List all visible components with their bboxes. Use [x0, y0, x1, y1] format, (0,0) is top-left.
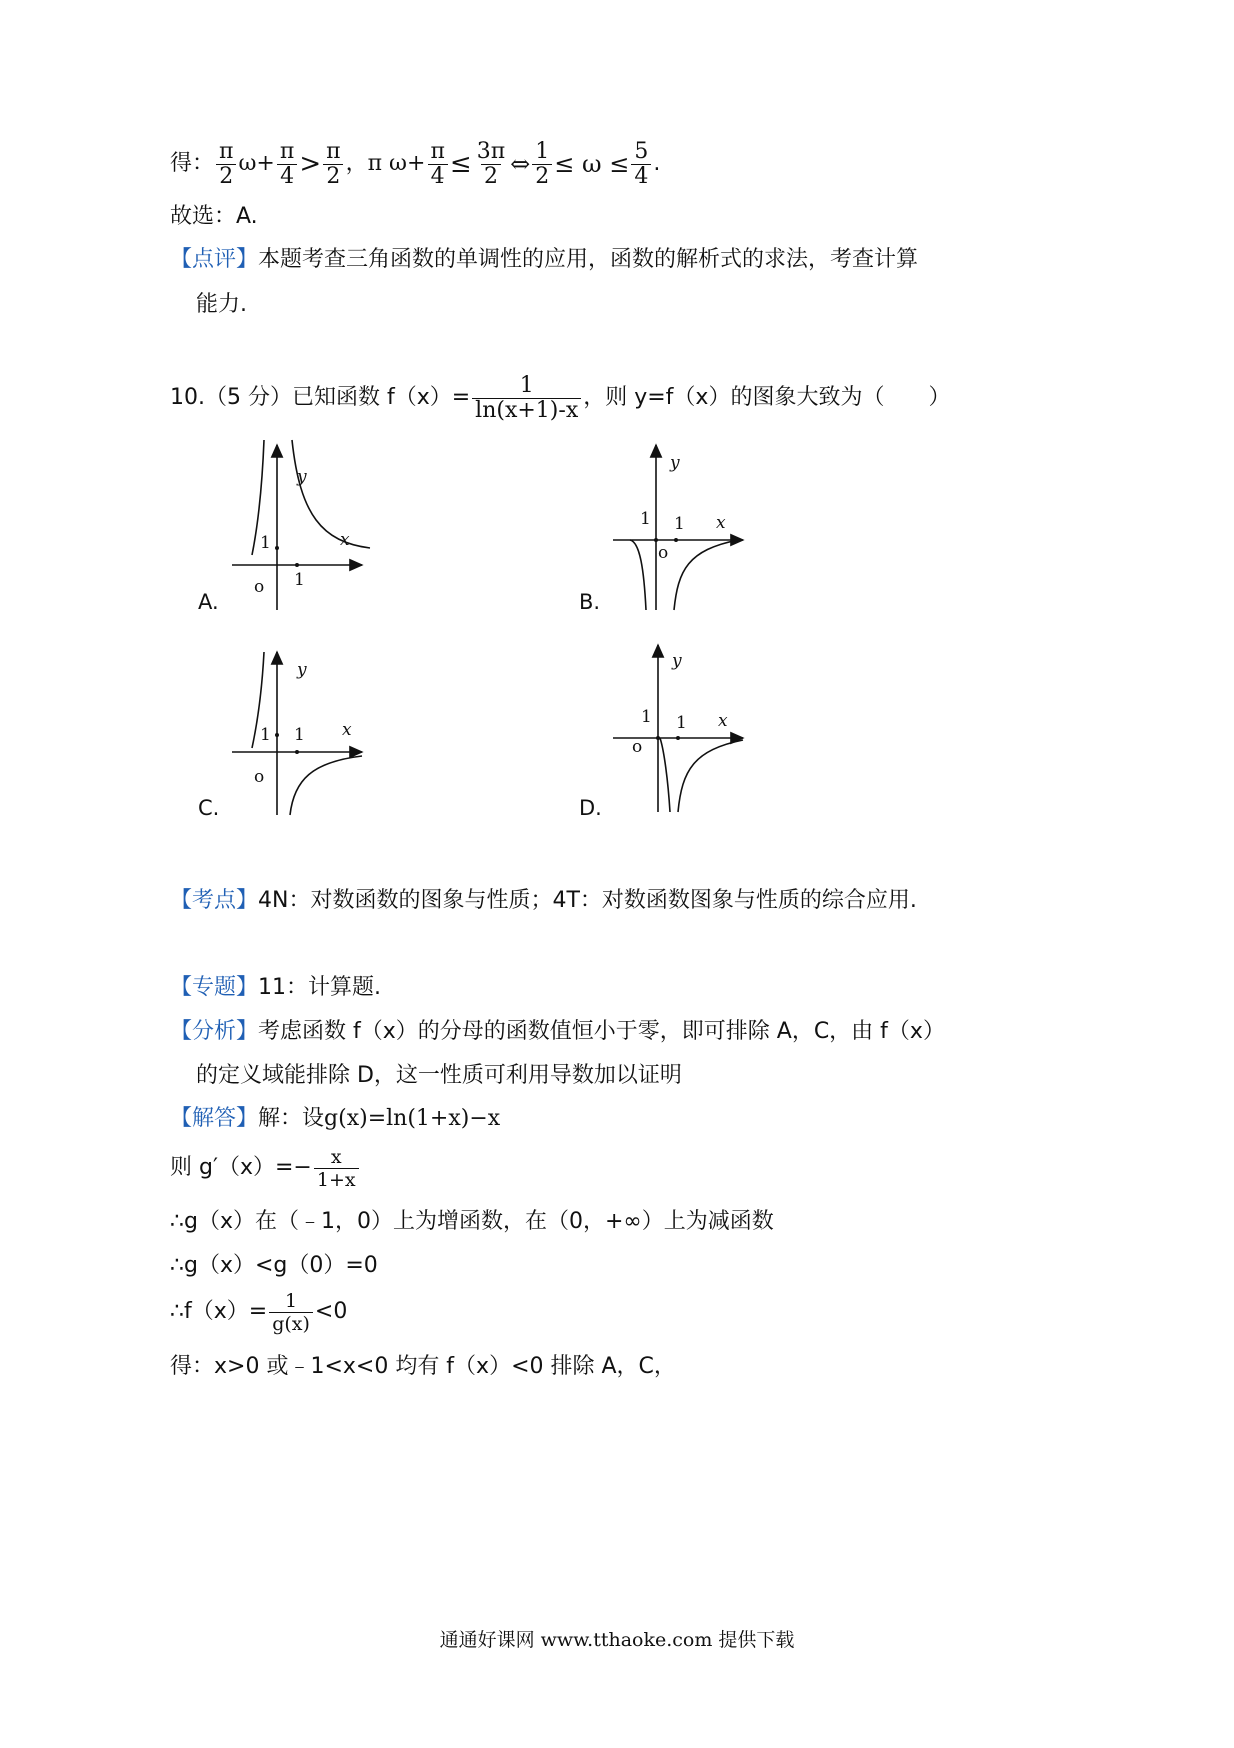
fraction: $\frac{3\pi}{2}$: [476, 138, 506, 189]
step-1: 则 g′（x）= − $\frac{x}{1+x}$: [170, 1140, 361, 1196]
fenxi-line-2: 的定义域能排除 D，这一性质可利用导数加以证明: [196, 1063, 682, 1088]
kaodian-line: 【考点】4N：对数函数的图象与性质；4T：对数函数图象与性质的综合应用.: [170, 888, 917, 913]
option-c-label: C.: [198, 796, 220, 820]
jieda-line: 【解答】解：设g(x)=ln(1+x)−x: [170, 1106, 501, 1131]
step-5: 得：x>0 或﹣1<x<0 均有 f（x）<0 排除 A，C，: [170, 1354, 676, 1379]
svg-text:y: y: [672, 651, 682, 671]
question-10: 10.（5 分）已知函数 f（x）= $\frac{1}{\ln(x+1)-x}$ ，则 y=f（x）的图象大致为（ ）: [170, 372, 951, 423]
step-3: ∴g（x）<g（0）=0: [170, 1253, 378, 1278]
fraction: $\frac{\pi}{2}$: [323, 140, 343, 189]
fraction: $\frac{1}{\ln(x+1)-x}$: [472, 374, 581, 423]
option-d-label: D.: [579, 796, 602, 820]
comment-tag: 【点评】: [170, 247, 259, 272]
svg-text:1: 1: [260, 533, 271, 553]
svg-text:1: 1: [676, 713, 687, 733]
svg-text:x: x: [716, 513, 726, 533]
svg-text:y: y: [297, 660, 307, 680]
fraction: $\frac{5}{4}$: [631, 140, 651, 189]
svg-text:o: o: [658, 543, 669, 563]
fraction: $\frac{\pi}{4}$: [427, 140, 447, 189]
svg-text:o: o: [254, 577, 265, 597]
fraction: $\frac{1}{g(x)}$: [269, 1290, 313, 1335]
fraction: $\frac{\pi}{4}$: [277, 140, 297, 189]
kaodian-tag: 【考点】: [170, 888, 259, 913]
zhuanti-tag: 【专题】: [170, 975, 259, 1000]
step-2: ∴g（x）在（﹣1，0）上为增函数，在（0，+∞）上为减函数: [170, 1209, 774, 1234]
svg-text:1: 1: [294, 725, 305, 745]
option-a-label: A.: [198, 590, 219, 614]
step-4: ∴f（x）= $\frac{1}{g(x)}$ <0: [170, 1289, 348, 1335]
svg-text:y: y: [670, 453, 680, 473]
comment-line-2: 能力.: [196, 292, 247, 317]
fenxi-line-1: 【分析】考虑函数 f（x）的分母的函数值恒小于零，即可排除 A，C，由 f（x）: [170, 1019, 945, 1044]
footer: 通通好课网 www.tthaoke.com 提供下载: [439, 1629, 795, 1651]
fraction: $\frac{1}{2}$: [532, 140, 552, 189]
comment-line-1: 【点评】本题考查三角函数的单调性的应用，函数的解析式的求法，考查计算: [170, 247, 919, 272]
fenxi-tag: 【分析】: [170, 1019, 259, 1044]
prefix: 得：: [170, 151, 215, 176]
graph-option-b: [608, 440, 808, 640]
fraction: $\frac{x}{1+x}$: [314, 1146, 359, 1191]
svg-text:y: y: [297, 467, 307, 487]
svg-text:x: x: [342, 720, 352, 740]
jieda-tag: 【解答】: [170, 1106, 259, 1131]
svg-text:1: 1: [640, 509, 651, 529]
solution-line-1: 得： $\frac{\pi}{2}$ ω+ $\frac{\pi}{4}$ > $\frac{\pi}{2}$ ， π ω+ $\frac{\pi}{4}$ ≤ $\frac{3\pi}{2}$ ⇔ $\frac{1}{2}$ ≤ ω ≤ $\frac{5}{4}$ .: [170, 138, 661, 189]
svg-text:1: 1: [294, 570, 305, 590]
graph-option-c: [222, 640, 422, 840]
svg-text:o: o: [632, 737, 643, 757]
svg-text:x: x: [340, 530, 350, 550]
fraction: $\frac{\pi}{2}$: [216, 140, 236, 189]
graph-option-d: [608, 640, 808, 840]
graph-option-a: [222, 430, 422, 630]
svg-text:1: 1: [260, 725, 271, 745]
zhuanti-line: 【专题】11：计算题.: [170, 975, 382, 1000]
svg-text:x: x: [718, 711, 728, 731]
svg-text:1: 1: [641, 707, 652, 727]
option-b-label: B.: [579, 590, 601, 614]
svg-text:1: 1: [674, 514, 685, 534]
svg-text:o: o: [254, 767, 265, 787]
answer-line: 故选：A.: [170, 204, 258, 229]
